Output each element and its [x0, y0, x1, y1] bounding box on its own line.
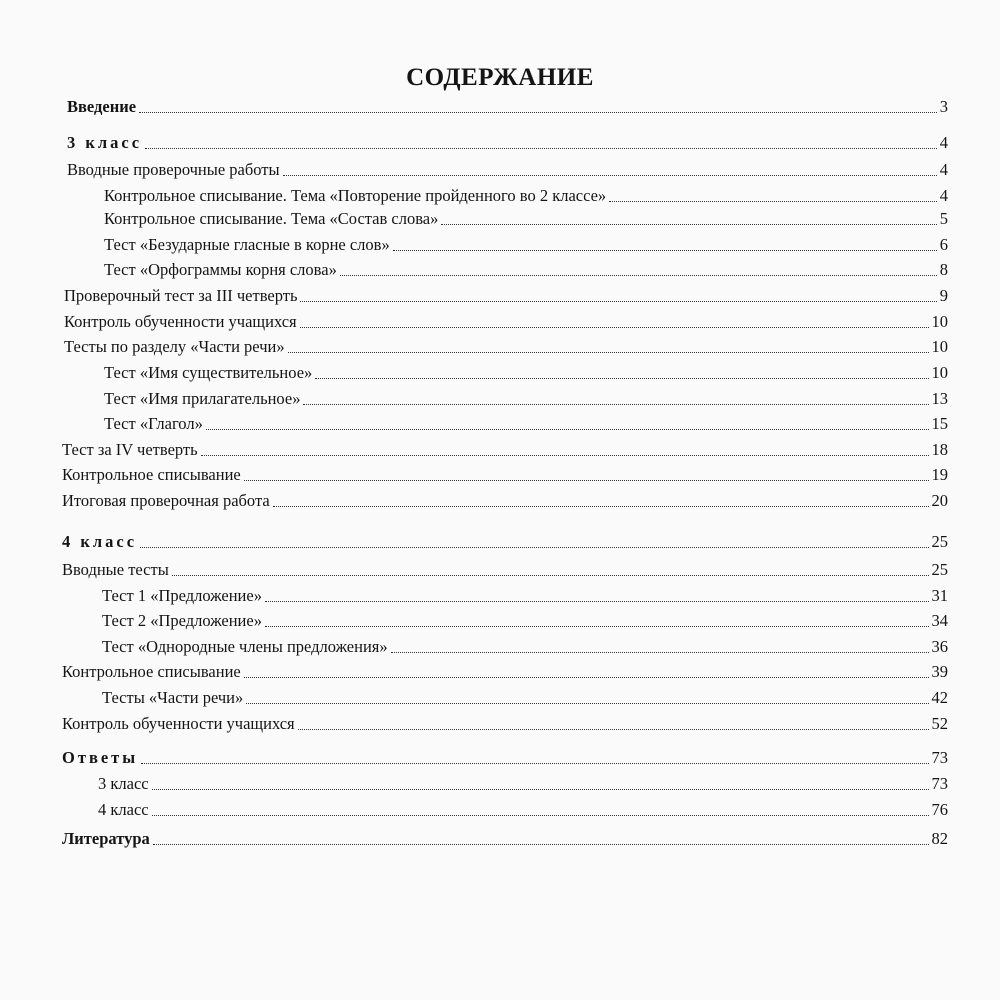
toc-entry-page-number: 5: [939, 209, 948, 228]
toc-entry-page-number: 10: [931, 312, 948, 331]
toc-entry: [98, 800, 948, 820]
dot-leader: [340, 275, 937, 276]
toc-entry-page-number: 10: [931, 363, 948, 382]
toc-entry-label: Вводные проверочные работы: [67, 160, 280, 179]
toc-entry-label: Тест «Глагол»: [104, 414, 203, 433]
toc-entry: [62, 465, 948, 485]
toc-entry-page-number: 15: [931, 414, 948, 433]
dot-leader: [152, 815, 929, 816]
dot-leader: [244, 677, 929, 678]
toc-entry-label: 3 класс: [67, 133, 143, 152]
toc-entry-page-number: 36: [931, 637, 948, 656]
toc-entry: [62, 748, 948, 768]
toc-entry-label: Литература: [62, 829, 150, 848]
dot-leader: [315, 378, 928, 379]
dot-leader: [393, 250, 937, 251]
toc-entry-label: Контрольное списывание: [62, 465, 241, 484]
toc-entry-page-number: 73: [931, 774, 948, 793]
dot-leader: [298, 729, 929, 730]
toc-entry-page-number: 4: [939, 160, 948, 179]
dot-leader: [609, 201, 937, 202]
toc-entry-page-number: 10: [931, 337, 948, 356]
toc-entry-page-number: 76: [931, 800, 948, 819]
dot-leader: [303, 404, 928, 405]
dot-leader: [201, 455, 929, 456]
toc-entry-page-number: 6: [939, 235, 948, 254]
toc-entry: [67, 160, 948, 180]
toc-entry-label: Тест «Орфограммы корня слова»: [104, 260, 337, 279]
toc-entry-label: Введение: [67, 97, 137, 116]
toc-entry: [104, 209, 948, 229]
toc-entry-page-number: 82: [931, 829, 948, 848]
dot-leader: [441, 224, 936, 225]
dot-leader: [153, 844, 929, 845]
toc-entry-page-number: 25: [931, 532, 948, 551]
toc-entry-label: Тест «Имя прилагательное»: [104, 389, 301, 408]
toc-entry-label: Тесты «Части речи»: [102, 688, 244, 707]
dot-leader: [300, 327, 929, 328]
toc-entry: [102, 611, 948, 631]
toc-entry-page-number: 9: [939, 286, 948, 305]
toc-entry: [62, 560, 948, 580]
toc-entry-label: Тест 1 «Предложение»: [102, 586, 262, 605]
toc-entry-label: 3 класс: [98, 774, 149, 793]
toc-entry-page-number: 73: [931, 748, 948, 767]
dot-leader: [288, 352, 929, 353]
toc-entry-label: 4 класс: [98, 800, 149, 819]
toc-entry: [104, 363, 948, 383]
toc-entry: [62, 662, 948, 682]
toc-entry: [104, 389, 948, 409]
toc-entry-page-number: 19: [931, 465, 948, 484]
toc-entry: [102, 586, 948, 606]
toc-entry: [102, 688, 948, 708]
dot-leader: [273, 506, 929, 507]
toc-entry: [67, 97, 948, 117]
toc-entry-label: Контрольное списывание. Тема «Повторение пройденного во 2 классе»: [104, 186, 607, 205]
dot-leader: [206, 429, 929, 430]
toc-entry-label: Тест «Однородные члены предложения»: [102, 637, 388, 656]
toc-entry: [98, 774, 948, 794]
toc-entry-page-number: 18: [931, 440, 948, 459]
toc-entry: [62, 829, 948, 849]
toc-entry: [104, 414, 948, 434]
toc-entry-label: Ответы: [62, 748, 139, 767]
toc-entry-label: Тест «Имя существительное»: [104, 363, 313, 382]
toc-entry: [102, 637, 948, 657]
toc-entry-page-number: 13: [931, 389, 948, 408]
dot-leader: [265, 601, 929, 602]
toc-entry: [62, 532, 948, 552]
toc-entry-label: Вводные тесты: [62, 560, 169, 579]
toc-entry-page-number: 20: [931, 491, 948, 510]
dot-leader: [300, 301, 936, 302]
dot-leader: [246, 703, 928, 704]
toc-entry-page-number: 42: [931, 688, 948, 707]
dot-leader: [391, 652, 929, 653]
toc-entry: [64, 312, 948, 332]
toc-entry-page-number: 4: [939, 186, 948, 205]
toc-entry-label: Проверочный тест за III четверть: [64, 286, 298, 305]
toc-entry-label: Тест «Безударные гласные в корне слов»: [104, 235, 390, 254]
toc-entry-label: Контрольное списывание. Тема «Состав слова»: [104, 209, 439, 228]
page-title: СОДЕРЖАНИЕ: [406, 64, 594, 91]
toc-entry-page-number: 52: [931, 714, 948, 733]
toc-entry-label: Контрольное списывание: [62, 662, 241, 681]
toc-entry-page-number: 34: [931, 611, 948, 630]
dot-leader: [244, 480, 929, 481]
toc-entry: [104, 260, 948, 280]
toc-entry-label: Итоговая проверочная работа: [62, 491, 270, 510]
toc-entry-label: Контроль обученности учащихся: [64, 312, 297, 331]
toc-entry-page-number: 8: [939, 260, 948, 279]
toc-entry: [62, 440, 948, 460]
dot-leader: [145, 148, 937, 149]
dot-leader: [283, 175, 937, 176]
toc-entry-label: 4 класс: [62, 532, 138, 551]
dot-leader: [140, 547, 928, 548]
toc-entry-label: Тест за IV четверть: [62, 440, 198, 459]
dot-leader: [139, 112, 937, 113]
toc-entry-label: Тест 2 «Предложение»: [102, 611, 262, 630]
toc-entry-page-number: 3: [939, 97, 948, 116]
toc-entry: [67, 133, 948, 153]
toc-entry-page-number: 4: [939, 133, 948, 152]
toc-entry: [104, 235, 948, 255]
toc-entry: [64, 286, 948, 306]
dot-leader: [172, 575, 929, 576]
toc-entry-page-number: 39: [931, 662, 948, 681]
dot-leader: [265, 626, 929, 627]
toc-entry: [64, 337, 948, 357]
toc-entry: [62, 491, 948, 511]
toc-entry-page-number: 31: [931, 586, 948, 605]
toc-entry: [62, 714, 948, 734]
toc-entry-label: Тесты по разделу «Части речи»: [64, 337, 285, 356]
dot-leader: [141, 763, 928, 764]
toc-entry-page-number: 25: [931, 560, 948, 579]
toc-entry: [104, 186, 948, 206]
dot-leader: [152, 789, 929, 790]
toc-entry-label: Контроль обученности учащихся: [62, 714, 295, 733]
